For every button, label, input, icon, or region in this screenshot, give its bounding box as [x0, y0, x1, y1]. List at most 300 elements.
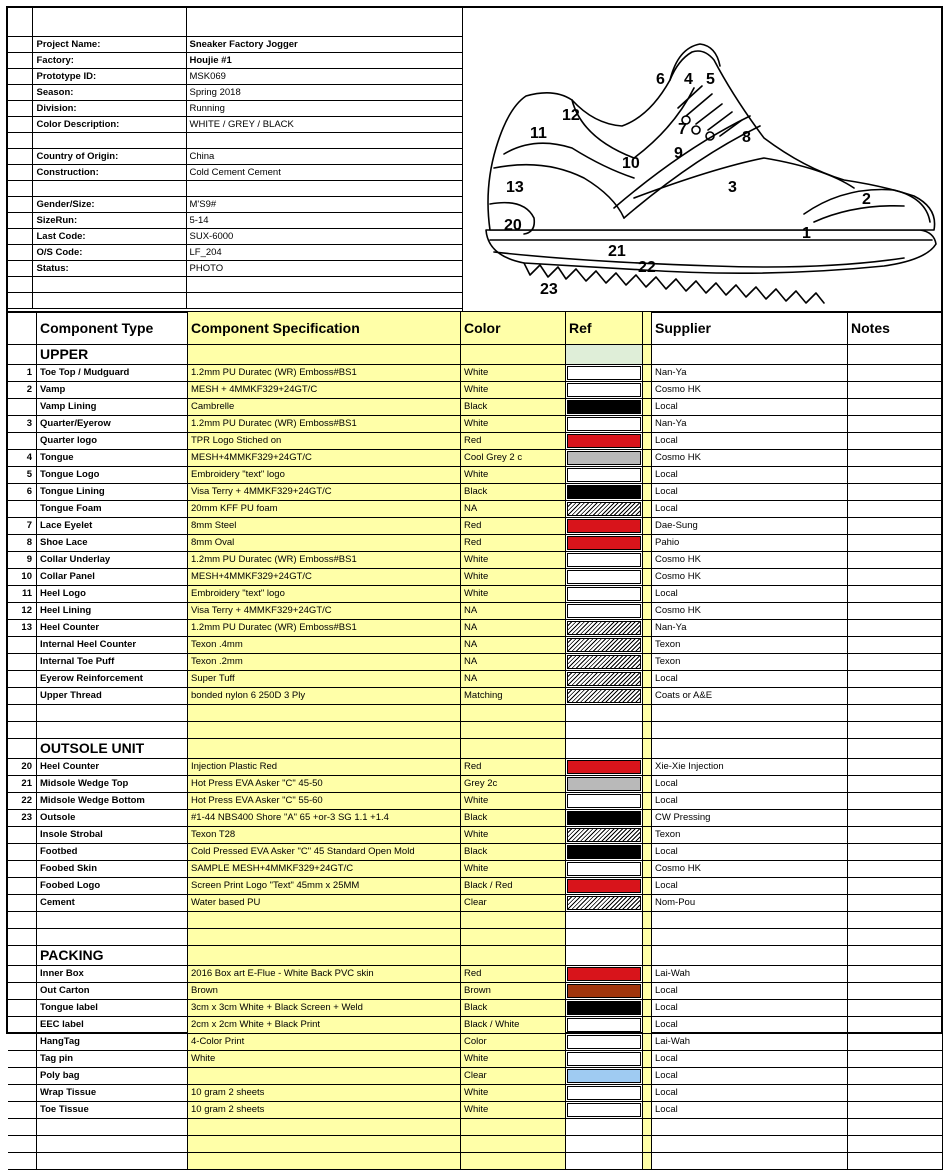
ref-swatch-cell	[566, 603, 643, 620]
component-spec: Brown	[188, 983, 461, 1000]
component-row	[8, 1017, 943, 1034]
info-label: Color Description:	[33, 117, 186, 133]
shoe-label-11: 11	[530, 125, 547, 142]
ref-swatch-cell	[566, 671, 643, 688]
info-row-index	[8, 101, 33, 117]
info-row-index	[8, 213, 33, 229]
project-info-table	[8, 8, 463, 309]
supplier: Local	[652, 433, 848, 450]
component-type: Outsole	[37, 810, 188, 827]
supplier: Texon	[652, 827, 848, 844]
color-swatch	[567, 760, 641, 774]
component-type: Midsole Wedge Bottom	[37, 793, 188, 810]
component-type: Collar Underlay	[37, 552, 188, 569]
info-value	[186, 133, 463, 149]
notes-cell	[848, 637, 943, 654]
notes-cell	[848, 433, 943, 450]
blank-row	[8, 929, 943, 946]
component-row	[8, 501, 943, 518]
ref-swatch-cell	[566, 759, 643, 776]
color-swatch	[567, 536, 641, 550]
ref-swatch-cell	[566, 793, 643, 810]
component-spec: 10 gram 2 sheets	[188, 1102, 461, 1119]
component-type: Shoe Lace	[37, 535, 188, 552]
color-swatch	[567, 1018, 641, 1032]
info-row	[8, 213, 463, 229]
callout-number: 20	[8, 759, 37, 776]
section-header-row	[8, 345, 943, 365]
component-spec: Embroidery "text" logo	[188, 467, 461, 484]
shoe-label-21: 21	[608, 243, 626, 260]
ref-swatch-cell	[566, 586, 643, 603]
callout-number	[8, 637, 37, 654]
callout-number	[8, 878, 37, 895]
callout-number: 13	[8, 620, 37, 637]
info-row-index	[8, 277, 33, 293]
component-type: Tongue Logo	[37, 467, 188, 484]
color-swatch	[567, 896, 641, 910]
supplier: Coats or A&E	[652, 688, 848, 705]
component-row	[8, 603, 943, 620]
component-spec: 1.2mm PU Duratec (WR) Emboss#BS1	[188, 365, 461, 382]
shoe-diagram	[464, 8, 942, 312]
component-row	[8, 637, 943, 654]
ref-swatch-cell	[566, 501, 643, 518]
notes-cell	[848, 365, 943, 382]
color-swatch	[567, 417, 641, 431]
info-row-index	[8, 149, 33, 165]
info-value: WHITE / GREY / BLACK	[186, 117, 463, 133]
callout-number: 4	[8, 450, 37, 467]
notes-cell	[848, 382, 943, 399]
notes-cell	[848, 776, 943, 793]
supplier: Local	[652, 983, 848, 1000]
section-header-row	[8, 739, 943, 759]
info-row	[8, 85, 463, 101]
callout-number	[8, 501, 37, 518]
ref-swatch-cell	[566, 1068, 643, 1085]
info-value: SUX-6000	[186, 229, 463, 245]
info-row-index	[8, 197, 33, 213]
callout-number: 3	[8, 416, 37, 433]
component-type: Tongue label	[37, 1000, 188, 1017]
ref-swatch-cell	[566, 620, 643, 637]
blank-row	[8, 912, 943, 929]
component-row	[8, 1034, 943, 1051]
ref-swatch-cell	[566, 416, 643, 433]
info-row-index	[8, 229, 33, 245]
component-spec: 8mm Oval	[188, 535, 461, 552]
component-type: Tongue Lining	[37, 484, 188, 501]
ref-swatch-cell	[566, 382, 643, 399]
color-swatch	[567, 672, 641, 686]
component-color: Black	[461, 484, 566, 501]
callout-number	[8, 1102, 37, 1119]
component-type: Toe Top / Mudguard	[37, 365, 188, 382]
component-row	[8, 1051, 943, 1068]
components-table	[8, 312, 943, 1170]
component-spec: 1.2mm PU Duratec (WR) Emboss#BS1	[188, 416, 461, 433]
component-row	[8, 759, 943, 776]
info-row	[8, 149, 463, 165]
supplier: Local	[652, 776, 848, 793]
notes-cell	[848, 1051, 943, 1068]
component-color: NA	[461, 501, 566, 518]
info-row-index	[8, 133, 33, 149]
component-spec-header: Component Specification	[188, 312, 461, 345]
callout-number	[8, 1034, 37, 1051]
notes-cell	[848, 552, 943, 569]
info-row	[8, 53, 463, 69]
callout-number	[8, 1085, 37, 1102]
info-label: Gender/Size:	[33, 197, 186, 213]
info-row	[8, 133, 463, 149]
component-color: Clear	[461, 895, 566, 912]
info-row-index	[8, 117, 33, 133]
component-type: EEC label	[37, 1017, 188, 1034]
supplier: Local	[652, 399, 848, 416]
color-swatch	[567, 1035, 641, 1049]
supplier: Local	[652, 1085, 848, 1102]
callout-number	[8, 399, 37, 416]
supplier: Pahio	[652, 535, 848, 552]
component-row	[8, 654, 943, 671]
component-color: White	[461, 467, 566, 484]
component-type: Collar Panel	[37, 569, 188, 586]
ref-swatch-cell	[566, 433, 643, 450]
callout-number: 12	[8, 603, 37, 620]
component-color: Color	[461, 1034, 566, 1051]
component-spec: Cambrelle	[188, 399, 461, 416]
component-spec: Cold Pressed EVA Asker "C" 45 Standard Open Mold	[188, 844, 461, 861]
ref-swatch-cell	[566, 861, 643, 878]
ref-swatch-cell	[566, 484, 643, 501]
color-swatch	[567, 400, 641, 414]
component-type: Heel Logo	[37, 586, 188, 603]
component-type: Internal Heel Counter	[37, 637, 188, 654]
shoe-label-7: 7	[678, 121, 687, 138]
component-row	[8, 484, 943, 501]
component-type: Out Carton	[37, 983, 188, 1000]
component-type-header: Component Type	[37, 312, 188, 345]
color-swatch	[567, 621, 641, 635]
ref-swatch-cell	[566, 1051, 643, 1068]
component-color: White	[461, 586, 566, 603]
info-label: Factory:	[33, 53, 186, 69]
info-value: M'S9#	[186, 197, 463, 213]
color-swatch	[567, 1103, 641, 1117]
component-row	[8, 433, 943, 450]
section-title: PACKING	[37, 946, 188, 966]
notes-cell	[848, 671, 943, 688]
notes-cell	[848, 759, 943, 776]
color-swatch	[567, 451, 641, 465]
callout-number: 5	[8, 467, 37, 484]
callout-number	[8, 1000, 37, 1017]
supplier: Lai-Wah	[652, 1034, 848, 1051]
shoe-illustration	[464, 8, 942, 312]
component-row	[8, 1085, 943, 1102]
shoe-label-5: 5	[706, 71, 715, 88]
component-color: NA	[461, 654, 566, 671]
info-row-index	[8, 165, 33, 181]
supplier: Local	[652, 844, 848, 861]
component-type: Cement	[37, 895, 188, 912]
component-type: Quarter logo	[37, 433, 188, 450]
info-label: Status:	[33, 261, 186, 277]
component-color: Red	[461, 518, 566, 535]
component-type: Vamp	[37, 382, 188, 399]
info-value: PHOTO	[186, 261, 463, 277]
shoe-label-4: 4	[684, 71, 693, 88]
component-row	[8, 671, 943, 688]
info-label: Project Name:	[33, 37, 186, 53]
component-row	[8, 793, 943, 810]
num-header	[8, 312, 37, 345]
supplier: Nom-Pou	[652, 895, 848, 912]
notes-cell	[848, 484, 943, 501]
info-label: Division:	[33, 101, 186, 117]
component-row	[8, 827, 943, 844]
component-row	[8, 467, 943, 484]
component-row	[8, 620, 943, 637]
shoe-label-9: 9	[674, 145, 683, 162]
info-value	[186, 277, 463, 293]
component-spec: 8mm Steel	[188, 518, 461, 535]
notes-cell	[848, 654, 943, 671]
component-row	[8, 878, 943, 895]
info-value	[186, 293, 463, 309]
info-row	[8, 197, 463, 213]
component-type: Poly bag	[37, 1068, 188, 1085]
info-row-index	[8, 293, 33, 309]
notes-cell	[848, 1000, 943, 1017]
component-spec: 1.2mm PU Duratec (WR) Emboss#BS1	[188, 620, 461, 637]
ref-swatch-cell	[566, 535, 643, 552]
component-row	[8, 776, 943, 793]
supplier: Nan-Ya	[652, 620, 848, 637]
component-type: Toe Tissue	[37, 1102, 188, 1119]
supplier: Texon	[652, 654, 848, 671]
supplier: CW Pressing	[652, 810, 848, 827]
ref-swatch-cell	[566, 1034, 643, 1051]
ref-swatch-cell	[566, 688, 643, 705]
component-spec: 2016 Box art E-Flue - White Back PVC skin	[188, 966, 461, 983]
callout-number: 7	[8, 518, 37, 535]
component-color: NA	[461, 603, 566, 620]
component-row	[8, 450, 943, 467]
component-color: White	[461, 1051, 566, 1068]
supplier: Local	[652, 793, 848, 810]
component-row	[8, 810, 943, 827]
component-spec: MESH+4MMKF329+24GT/C	[188, 450, 461, 467]
component-spec	[188, 1068, 461, 1085]
info-label	[33, 133, 186, 149]
callout-number	[8, 827, 37, 844]
supplier: Xie-Xie Injection	[652, 759, 848, 776]
info-label	[33, 181, 186, 197]
component-type: Foobed Logo	[37, 878, 188, 895]
callout-number	[8, 861, 37, 878]
callout-number	[8, 433, 37, 450]
info-label	[33, 277, 186, 293]
component-spec: 2cm x 2cm White + Black Print	[188, 1017, 461, 1034]
shoe-label-12: 12	[562, 107, 580, 124]
supplier: Nan-Ya	[652, 365, 848, 382]
supplier: Nan-Ya	[652, 416, 848, 433]
color-swatch	[567, 366, 641, 380]
supplier: Dae-Sung	[652, 518, 848, 535]
notes-cell	[848, 1017, 943, 1034]
notes-cell	[848, 983, 943, 1000]
color-swatch	[567, 984, 641, 998]
color-swatch	[567, 383, 641, 397]
supplier: Local	[652, 467, 848, 484]
component-row	[8, 688, 943, 705]
component-type: Insole Strobal	[37, 827, 188, 844]
supplier: Texon	[652, 637, 848, 654]
component-color: Black	[461, 844, 566, 861]
component-spec: White	[188, 1051, 461, 1068]
notes-cell	[848, 603, 943, 620]
callout-number	[8, 688, 37, 705]
header-spacer-row	[8, 8, 463, 37]
supplier: Local	[652, 1068, 848, 1085]
ref-swatch-cell	[566, 878, 643, 895]
component-spec: Injection Plastic Red	[188, 759, 461, 776]
component-color: Grey 2c	[461, 776, 566, 793]
spec-sheet	[6, 6, 943, 1115]
color-swatch	[567, 638, 641, 652]
color-swatch	[567, 655, 641, 669]
component-row	[8, 535, 943, 552]
ref-swatch-cell	[566, 518, 643, 535]
color-swatch	[567, 502, 641, 516]
info-value: Spring 2018	[186, 85, 463, 101]
ref-header: Ref	[566, 312, 643, 345]
color-swatch	[567, 879, 641, 893]
shoe-label-8: 8	[742, 129, 751, 146]
info-row	[8, 261, 463, 277]
supplier: Cosmo HK	[652, 382, 848, 399]
ref-swatch-cell	[566, 1102, 643, 1119]
component-spec: #1-44 NBS400 Shore "A" 65 +or-3 SG 1.1 +1.4	[188, 810, 461, 827]
component-spec: 10 gram 2 sheets	[188, 1085, 461, 1102]
shoe-label-1: 1	[802, 225, 811, 242]
component-color: Black	[461, 810, 566, 827]
info-label	[33, 293, 186, 309]
component-row	[8, 416, 943, 433]
component-type: Heel Counter	[37, 759, 188, 776]
callout-number: 10	[8, 569, 37, 586]
component-spec: SAMPLE MESH+4MMKF329+24GT/C	[188, 861, 461, 878]
info-label: Season:	[33, 85, 186, 101]
supplier: Local	[652, 586, 848, 603]
component-spec: bonded nylon 6 250D 3 Ply	[188, 688, 461, 705]
component-color: NA	[461, 637, 566, 654]
component-color: Red	[461, 433, 566, 450]
info-row	[8, 117, 463, 133]
ref-swatch-cell	[566, 827, 643, 844]
shoe-label-3: 3	[728, 179, 737, 196]
component-color: White	[461, 382, 566, 399]
notes-cell	[848, 450, 943, 467]
ref-swatch-cell	[566, 467, 643, 484]
info-value: LF_204	[186, 245, 463, 261]
shoe-label-20: 20	[504, 217, 522, 234]
component-color: Brown	[461, 983, 566, 1000]
component-type: Inner Box	[37, 966, 188, 983]
color-swatch	[567, 845, 641, 859]
notes-cell	[848, 688, 943, 705]
ref-swatch-cell	[566, 450, 643, 467]
component-row	[8, 966, 943, 983]
color-swatch	[567, 604, 641, 618]
info-row	[8, 69, 463, 85]
component-row	[8, 861, 943, 878]
component-type: Midsole Wedge Top	[37, 776, 188, 793]
component-type: Footbed	[37, 844, 188, 861]
section-header-row	[8, 946, 943, 966]
component-color: Red	[461, 535, 566, 552]
color-swatch	[567, 689, 641, 703]
callout-number: 9	[8, 552, 37, 569]
component-spec: Texon .2mm	[188, 654, 461, 671]
color-swatch	[567, 862, 641, 876]
supplier: Cosmo HK	[652, 569, 848, 586]
ref-swatch-cell	[566, 365, 643, 382]
component-type: Internal Toe Puff	[37, 654, 188, 671]
supplier: Lai-Wah	[652, 966, 848, 983]
color-swatch	[567, 811, 641, 825]
callout-number	[8, 895, 37, 912]
supplier: Local	[652, 1051, 848, 1068]
blank-row	[8, 1136, 943, 1153]
supplier: Local	[652, 501, 848, 518]
gap-header	[643, 312, 652, 345]
notes-cell	[848, 895, 943, 912]
ref-swatch-cell	[566, 776, 643, 793]
color-swatch	[567, 587, 641, 601]
component-spec: Texon T28	[188, 827, 461, 844]
notes-cell	[848, 1085, 943, 1102]
callout-number	[8, 966, 37, 983]
ref-swatch-cell	[566, 399, 643, 416]
notes-cell	[848, 861, 943, 878]
component-row	[8, 1102, 943, 1119]
component-spec: Visa Terry + 4MMKF329+24GT/C	[188, 603, 461, 620]
component-type: Tongue Foam	[37, 501, 188, 518]
component-type: Tag pin	[37, 1051, 188, 1068]
ref-swatch-cell	[566, 1017, 643, 1034]
callout-number: 8	[8, 535, 37, 552]
info-row-index	[8, 261, 33, 277]
info-row-index	[8, 37, 33, 53]
component-row	[8, 399, 943, 416]
component-color: White	[461, 1085, 566, 1102]
notes-cell	[848, 569, 943, 586]
color-swatch	[567, 1052, 641, 1066]
info-row-index	[8, 69, 33, 85]
ref-swatch-cell	[566, 654, 643, 671]
component-spec: 20mm KFF PU foam	[188, 501, 461, 518]
supplier: Cosmo HK	[652, 450, 848, 467]
info-value: 5-14	[186, 213, 463, 229]
color-swatch	[567, 1069, 641, 1083]
shoe-label-10: 10	[622, 155, 640, 172]
ref-swatch-cell	[566, 810, 643, 827]
blank-row	[8, 722, 943, 739]
